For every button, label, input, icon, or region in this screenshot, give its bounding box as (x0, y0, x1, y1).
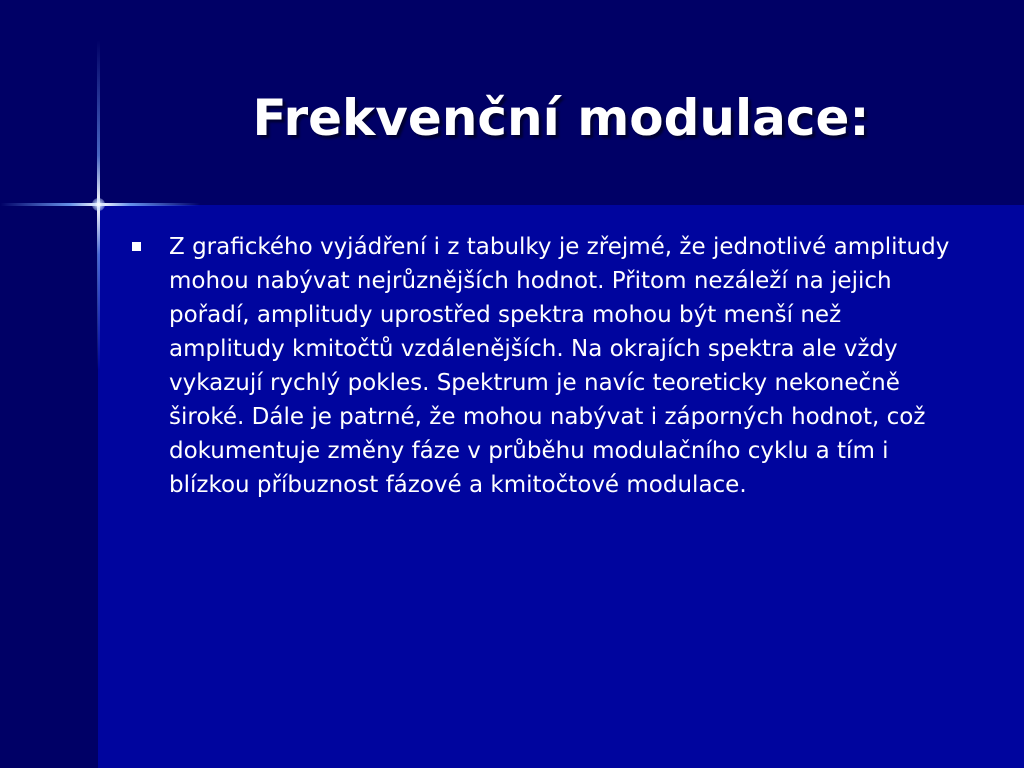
slide-title: Frekvenční modulace: (252, 89, 870, 147)
bullet-list (132, 230, 962, 502)
bullet-text: Z grafického vyjádření i z tabulky je zřejmé, že jednotlivé amplitudy mohou nabývat nejrůznějších hodnot. Přitom nezáleží na jejich pořadí, amplitudy uprostřed spektra mohou být menší než amplitudy kmitočtů vzdálenějších. Na okrajích spektra ale vždy vykazují rychlý pokles. Spektrum je navíc teoreticky nekonečně široké. Dále je patrné, že mohou nabývat i záporných hodnot, což dokumentuje změny fáze v průběhu modulačního cyklu a tím i blízkou příbuznost fázové a kmitočtové modulace. (169, 234, 950, 498)
square-bullet-icon (132, 242, 141, 251)
sparkle-star-icon (92, 198, 105, 211)
bullet-item (132, 230, 962, 502)
left-background-band (0, 205, 98, 768)
